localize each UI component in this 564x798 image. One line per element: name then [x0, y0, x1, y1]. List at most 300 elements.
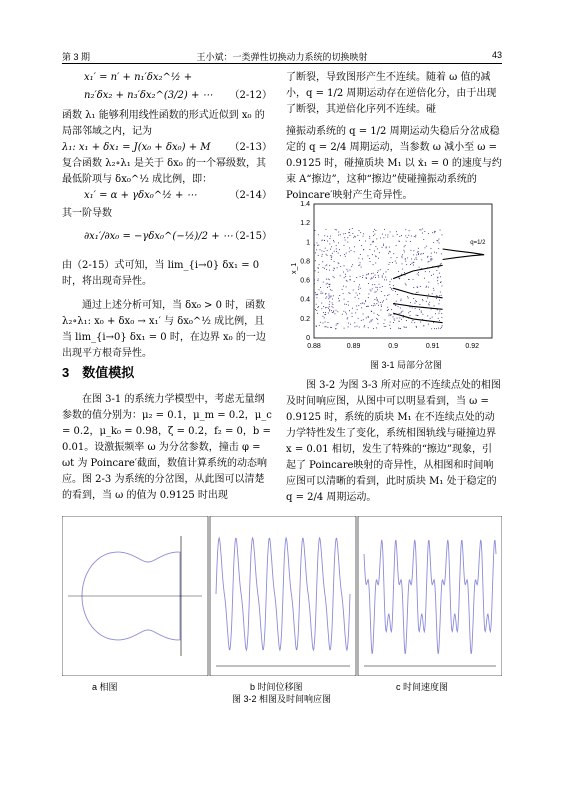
- subcaption-c: c 时间速度图: [396, 682, 449, 692]
- chaos-point: [397, 294, 398, 295]
- chaos-point: [409, 230, 410, 231]
- chaos-point: [373, 231, 374, 232]
- chaos-point: [316, 249, 317, 250]
- chaos-point: [408, 235, 409, 236]
- chaos-point: [385, 326, 386, 327]
- chaos-point: [383, 323, 384, 324]
- chaos-point: [411, 236, 412, 237]
- chaos-point: [423, 253, 424, 254]
- chaos-point: [345, 256, 346, 257]
- chaos-point: [436, 252, 437, 253]
- chaos-point: [317, 280, 318, 281]
- chaos-point: [332, 253, 333, 254]
- equation-number: （2-12）: [229, 90, 272, 101]
- chaos-point: [428, 287, 429, 288]
- page-number: 43: [491, 50, 502, 60]
- chaos-point: [436, 328, 437, 329]
- chaos-point: [344, 304, 345, 305]
- chaos-point: [334, 277, 335, 278]
- chaos-point: [343, 293, 344, 294]
- chaos-point: [442, 325, 443, 326]
- paragraph: 撞振动系统的 q = 1/2 周期运动失稳后分岔成稳定的 q = 2/4 周期运动，当参数 ω 减小至 ω = 0.9125 时，碰撞质块 M₁ 以 ẋ₁ = 0 的速度与约束 A“擦边”，这种“擦边”使碰撞振动系统的 Poincare′映射产生奇异性。: [286, 126, 502, 201]
- chaos-point: [380, 269, 381, 270]
- chaos-point: [402, 254, 403, 255]
- paragraph: 在图 3-1 的系统力学模型中，考虑无量纲参数的值分别为：μ₂ = 0.1，μ_m = 0.2，μ_c = 0.2，μ_k₀ = 0.98，ζ = 0.2，f₂ = 0，b = 0.01。设激振频率 ω 为分岔参数，撞击 φ = ωt 为 Poincare′截面，数值计算系统的动态响应。图 2-3 为系统的分岔图，从此图可以清楚的看到，当 ω 的值为 0.9125 时出现: [62, 394, 272, 501]
- chaos-point: [415, 308, 416, 309]
- chaos-point: [329, 304, 330, 305]
- chaos-point: [347, 318, 348, 319]
- chaos-point: [331, 246, 332, 247]
- chaos-point: [432, 232, 433, 233]
- chaos-point: [360, 276, 361, 277]
- chaos-point: [377, 272, 378, 273]
- chaos-point: [327, 236, 328, 237]
- chaos-point: [384, 229, 385, 230]
- chaos-point: [382, 286, 383, 287]
- chaos-point: [318, 278, 319, 279]
- chaos-point: [359, 230, 360, 231]
- chaos-point: [343, 233, 344, 234]
- chaos-point: [367, 255, 368, 256]
- chaos-point: [406, 320, 407, 321]
- chaos-point: [426, 286, 427, 287]
- x-tick-label: 0.89: [346, 343, 361, 350]
- chaos-point: [372, 288, 373, 289]
- chaos-point: [357, 295, 358, 296]
- chaos-point: [431, 328, 432, 329]
- chaos-point: [349, 293, 350, 294]
- chaos-point: [396, 231, 397, 232]
- chaos-point: [425, 271, 426, 272]
- chaos-point: [325, 322, 326, 323]
- chaos-point: [358, 287, 359, 288]
- chaos-point: [317, 307, 318, 308]
- chaos-point: [328, 279, 329, 280]
- chaos-point: [404, 326, 405, 327]
- chaos-point: [358, 305, 359, 306]
- chaos-point: [437, 309, 438, 310]
- chaos-point: [408, 298, 409, 299]
- chaos-point: [384, 326, 385, 327]
- chaos-point: [390, 322, 391, 323]
- chaos-point: [409, 307, 410, 308]
- chaos-point: [404, 246, 405, 247]
- chaos-point: [398, 271, 399, 272]
- chaos-point: [360, 254, 361, 255]
- chaos-point: [391, 289, 392, 290]
- chaos-point: [402, 269, 403, 270]
- chaos-point: [330, 236, 331, 237]
- figure-3-2: [62, 516, 502, 676]
- chaos-point: [422, 314, 423, 315]
- chaos-point: [334, 251, 335, 252]
- chaos-point: [352, 316, 353, 317]
- chaos-point: [420, 286, 421, 287]
- chaos-point: [371, 273, 372, 274]
- chaos-point: [342, 289, 343, 290]
- equation-2-14: x₁′ = α + γδx₀^½ + ⋯ （2-14）: [62, 188, 272, 206]
- chaos-point: [391, 279, 392, 280]
- chaos-point: [416, 257, 417, 258]
- chaos-point: [413, 250, 414, 251]
- chaos-point: [320, 287, 321, 288]
- chaos-point: [356, 293, 357, 294]
- chaos-point: [429, 271, 430, 272]
- chaos-point: [359, 264, 360, 265]
- chaos-point: [350, 270, 351, 271]
- chaos-point: [333, 276, 334, 277]
- chaos-point: [405, 259, 406, 260]
- x-tick-label: 0.88: [307, 343, 321, 350]
- chaos-point: [322, 240, 323, 241]
- chaos-point: [410, 311, 411, 312]
- chaos-point: [321, 303, 322, 304]
- chaos-point: [425, 247, 426, 248]
- chaos-point: [393, 285, 394, 286]
- equation-number: （2-13）: [229, 142, 272, 153]
- chaos-point: [344, 237, 345, 238]
- chaos-point: [438, 328, 439, 329]
- chaos-point: [375, 230, 376, 231]
- chaos-point: [419, 309, 420, 310]
- chaos-point: [318, 272, 319, 273]
- x-tick-label: 0.92: [465, 343, 480, 350]
- chaos-point: [339, 300, 340, 301]
- chaos-point: [440, 230, 441, 231]
- chaos-point: [412, 320, 413, 321]
- chaos-point: [440, 292, 441, 293]
- chaos-point: [345, 276, 346, 277]
- chaos-point: [391, 309, 392, 310]
- chaos-point: [413, 287, 414, 288]
- chaos-point: [434, 252, 435, 253]
- chaos-point: [416, 327, 417, 328]
- chaos-point: [321, 308, 322, 309]
- chaos-point: [375, 275, 376, 276]
- chaos-point: [326, 326, 327, 327]
- chaos-point: [404, 252, 405, 253]
- chaos-point: [432, 317, 433, 318]
- chaos-point: [416, 292, 417, 293]
- chaos-point: [380, 302, 381, 303]
- chaos-point: [398, 277, 399, 278]
- chaos-point: [423, 239, 424, 240]
- chaos-point: [316, 297, 317, 298]
- chaos-point: [326, 264, 327, 265]
- chaos-point: [426, 287, 427, 288]
- chaos-point: [401, 311, 402, 312]
- chaos-point: [321, 256, 322, 257]
- chaos-point: [368, 297, 369, 298]
- chaos-point: [376, 318, 377, 319]
- chaos-point: [329, 286, 330, 287]
- chaos-point: [316, 310, 317, 311]
- chaos-point: [399, 313, 400, 314]
- chaos-point: [368, 274, 369, 275]
- chaos-point: [433, 290, 434, 291]
- equation-number: （2-14）: [229, 190, 272, 201]
- chaos-point: [333, 311, 334, 312]
- chaos-point: [346, 269, 347, 270]
- y-axis-label: x_1: [291, 262, 298, 274]
- chaos-point: [330, 289, 331, 290]
- chaos-point: [333, 312, 334, 313]
- chaos-point: [344, 277, 345, 278]
- chaos-point: [325, 294, 326, 295]
- y-tick-label: 1.4: [300, 201, 310, 208]
- paragraph: 图 3-2 为图 3-3 所对应的不连续点处的相图及时间响应图，从图中可以明显看到，当 ω = 0.9125 时，系统的质块 M₁ 在不连续点处的动力学特性发生了变化，系统相图轨线与碰撞边界 x = 0.01 相切，发生了特殊的“擦边”现象，引起了 Poincare映射的奇异性，从相图和时间响应图可以清晰的看到，此时质块 M₁ 处于稳定的 q = 2/4 周期运动。: [286, 380, 501, 503]
- chaos-point: [359, 293, 360, 294]
- chaos-point: [336, 251, 337, 252]
- chaos-point: [383, 244, 384, 245]
- bifurcation-chart: [288, 196, 498, 354]
- chaos-point: [348, 292, 349, 293]
- chaos-point: [344, 265, 345, 266]
- chaos-point: [325, 307, 326, 308]
- chaos-point: [329, 301, 330, 302]
- chaos-point: [338, 298, 339, 299]
- chaos-point: [331, 259, 332, 260]
- chaos-point: [360, 303, 361, 304]
- chaos-point: [373, 264, 374, 265]
- chaos-point: [404, 250, 405, 251]
- chaos-point: [326, 265, 327, 266]
- chaos-point: [376, 327, 377, 328]
- chaos-point: [358, 318, 359, 319]
- chaos-point: [382, 275, 383, 276]
- section-heading: 3 数值模拟: [62, 365, 135, 380]
- chaos-point: [416, 255, 417, 256]
- chaos-point: [353, 237, 354, 238]
- chaos-point: [336, 248, 337, 249]
- chaos-point: [372, 242, 373, 243]
- chaos-point: [415, 235, 416, 236]
- chaos-point: [333, 240, 334, 241]
- chaos-point: [400, 313, 401, 314]
- chaos-point: [399, 318, 400, 319]
- chaos-point: [326, 254, 327, 255]
- chaos-point: [417, 274, 418, 275]
- chaos-point: [366, 306, 367, 307]
- chaos-point: [359, 327, 360, 328]
- chaos-point: [318, 234, 319, 235]
- chaos-point: [363, 236, 364, 237]
- chaos-point: [428, 282, 429, 283]
- chaos-point: [401, 319, 402, 320]
- chaos-point: [381, 291, 382, 292]
- chaos-point: [325, 229, 326, 230]
- chaos-point: [410, 250, 411, 251]
- chaos-point: [374, 251, 375, 252]
- chaos-point: [387, 237, 388, 238]
- chaos-point: [436, 298, 437, 299]
- issue-number: 第 3 期: [62, 52, 91, 62]
- chaos-point: [416, 259, 417, 260]
- chaos-point: [359, 240, 360, 241]
- x-tick-label: 0.91: [425, 343, 440, 350]
- chaos-point: [373, 241, 374, 242]
- chaos-point: [408, 312, 409, 313]
- chaos-point: [406, 285, 407, 286]
- chaos-point: [421, 312, 422, 313]
- y-tick-label: 1.2: [300, 220, 310, 228]
- chaos-point: [347, 317, 348, 318]
- right-column: [286, 70, 502, 204]
- chaos-point: [322, 261, 323, 262]
- chaos-point: [433, 242, 434, 243]
- chaos-point: [368, 317, 369, 318]
- chaos-point: [377, 319, 378, 320]
- chaos-point: [381, 304, 382, 305]
- chaos-point: [428, 294, 429, 295]
- chaos-point: [314, 245, 315, 246]
- chaos-point: [392, 262, 393, 263]
- chaos-point: [407, 258, 408, 259]
- chaos-point: [348, 327, 349, 328]
- chaos-point: [414, 303, 415, 304]
- chaos-point: [326, 283, 327, 284]
- chaos-point: [386, 279, 387, 280]
- chaos-point: [433, 274, 434, 275]
- chaos-point: [410, 302, 411, 303]
- chaos-point: [329, 309, 330, 310]
- chaos-point: [389, 294, 390, 295]
- chaos-point: [424, 231, 425, 232]
- chaos-point: [431, 260, 432, 261]
- chaos-point: [329, 243, 330, 244]
- chaos-point: [374, 299, 375, 300]
- chaos-point: [330, 249, 331, 250]
- chaos-point: [348, 323, 349, 324]
- chaos-point: [369, 258, 370, 259]
- chaos-point: [439, 295, 440, 296]
- chaos-point: [438, 248, 439, 249]
- chaos-point: [420, 322, 421, 323]
- chaos-point: [368, 306, 369, 307]
- chaos-point: [354, 246, 355, 247]
- chaos-point: [356, 277, 357, 278]
- chaos-point: [418, 253, 419, 254]
- chaos-point: [390, 231, 391, 232]
- chaos-point: [352, 313, 353, 314]
- chaos-point: [375, 305, 376, 306]
- chaos-point: [438, 283, 439, 284]
- chaos-point: [347, 271, 348, 272]
- chaos-point: [361, 245, 362, 246]
- chaos-point: [364, 303, 365, 304]
- chaos-point: [327, 250, 328, 251]
- chaos-point: [389, 262, 390, 263]
- chaos-point: [387, 295, 388, 296]
- chaos-point: [413, 254, 414, 255]
- chaos-point: [369, 238, 370, 239]
- chaos-point: [355, 297, 356, 298]
- chaos-point: [432, 293, 433, 294]
- chaos-point: [399, 241, 400, 242]
- chaos-point: [413, 279, 414, 280]
- chaos-point: [394, 320, 395, 321]
- chaos-point: [386, 247, 387, 248]
- chaos-point: [319, 325, 320, 326]
- chaos-point: [318, 255, 319, 256]
- chaos-point: [352, 308, 353, 309]
- chaos-point: [336, 310, 337, 311]
- chaos-point: [327, 241, 328, 242]
- chaos-point: [324, 317, 325, 318]
- chaos-point: [325, 298, 326, 299]
- chaos-point: [381, 310, 382, 311]
- equation-2-12b: n₂′δx₂ + n₃′δx₂^(3/2) + ⋯ （2-12）: [62, 88, 272, 108]
- chaos-point: [344, 328, 345, 329]
- chaos-point: [410, 241, 411, 242]
- chaos-point: [373, 305, 374, 306]
- chaos-point: [405, 229, 406, 230]
- chaos-point: [407, 237, 408, 238]
- chaos-point: [411, 258, 412, 259]
- chaos-point: [321, 291, 322, 292]
- y-tick-label: 0.4: [300, 296, 310, 304]
- chaos-point: [389, 325, 390, 326]
- chaos-point: [376, 291, 377, 292]
- chaos-point: [421, 229, 422, 230]
- chaos-point: [417, 286, 418, 287]
- chaos-point: [328, 313, 329, 314]
- chaos-point: [392, 290, 393, 291]
- chaos-point: [323, 312, 324, 313]
- chaos-point: [317, 242, 318, 243]
- chaos-point: [396, 263, 397, 264]
- chaos-point: [439, 313, 440, 314]
- chaos-point: [376, 238, 377, 239]
- chaos-point: [323, 282, 324, 283]
- chaos-point: [317, 313, 318, 314]
- chaos-point: [372, 278, 373, 279]
- chaos-point: [321, 293, 322, 294]
- chaos-point: [336, 245, 337, 246]
- chaos-point: [401, 299, 402, 300]
- chaos-point: [393, 253, 394, 254]
- chaos-point: [364, 327, 365, 328]
- chaos-point: [369, 249, 370, 250]
- chaos-point: [376, 256, 377, 257]
- chaos-point: [332, 299, 333, 300]
- chaos-point: [322, 323, 323, 324]
- chaos-point: [360, 232, 361, 233]
- chaos-point: [319, 289, 320, 290]
- chaos-point: [390, 328, 391, 329]
- chaos-point: [378, 305, 379, 306]
- chaos-point: [325, 326, 326, 327]
- chaos-point: [317, 294, 318, 295]
- chaos-point: [326, 279, 327, 280]
- chaos-point: [391, 257, 392, 258]
- chaos-point: [358, 258, 359, 259]
- chaos-point: [419, 229, 420, 230]
- chaos-point: [376, 297, 377, 298]
- chaos-point: [358, 289, 359, 290]
- chaos-point: [363, 275, 364, 276]
- chaos-point: [331, 327, 332, 328]
- chaos-point: [400, 308, 401, 309]
- chaos-point: [413, 298, 414, 299]
- x-tick-label: 0.9: [388, 343, 398, 350]
- chaos-point: [436, 295, 437, 296]
- chaos-point: [387, 310, 388, 311]
- chaos-point: [372, 319, 373, 320]
- y-tick-label: 1: [306, 239, 310, 247]
- chaos-point: [418, 251, 419, 252]
- chaos-point: [320, 322, 321, 323]
